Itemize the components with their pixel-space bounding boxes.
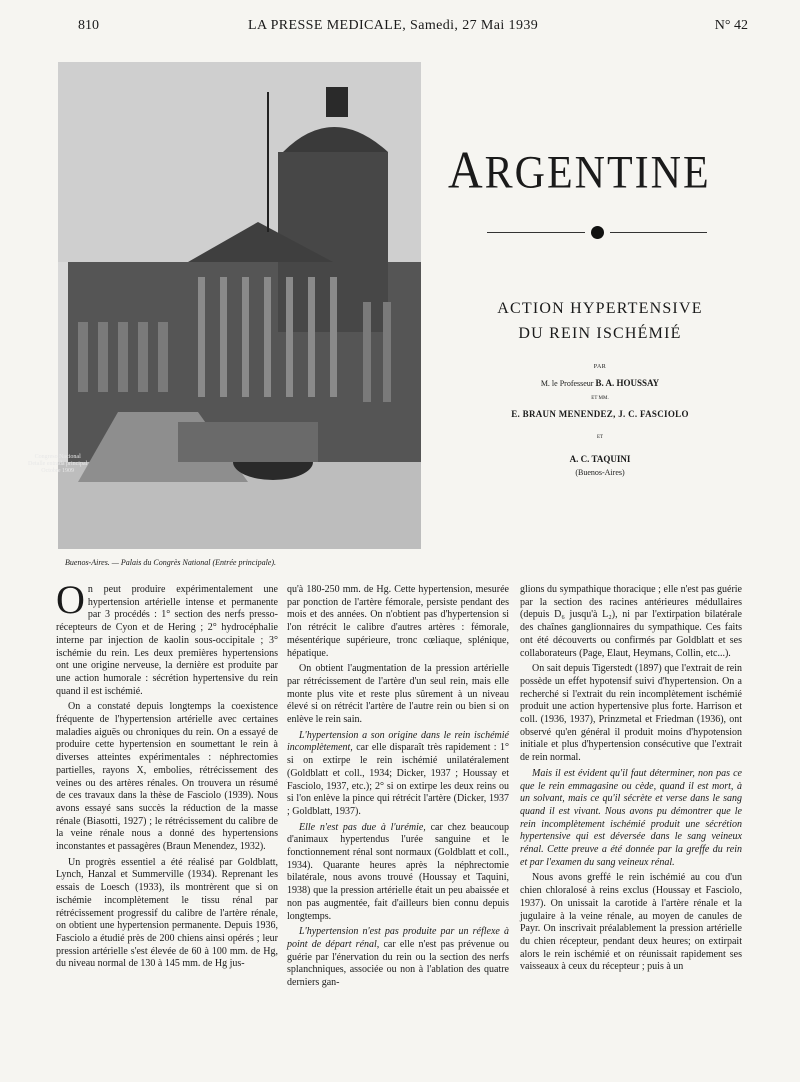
country-heading [448, 140, 748, 201]
author1-prefix: M. le Professeur [540, 379, 594, 388]
paragraph-text: car elle n'est pas prévenue ou guérie par l'énervation du rein ou la section des nerfs splanchniques, associée ou non à l'ablation des quatre derniers gan- [287, 938, 509, 989]
text-column-1 [56, 577, 278, 974]
text-column-3 [520, 584, 742, 977]
byline-et: ET [596, 435, 604, 440]
photo-stamp-text: Congreso Nacional Detalle entrada principal Octobre 1909 [28, 454, 88, 474]
text-column-2 [287, 584, 509, 993]
italic-lead: L'hypertension a son origine dans le rein ischémié incomplètement, [287, 729, 509, 754]
paragraph: Nous avons greffé le rein ischémié au cou d'un chien chloralosé à reins exclus (Houssay et Fasciolo, 1937). On unissait la carotide à l'artère rénale et la jugulaire à la veine rénale, au moyen de canules de Payr. On inscrivait préalablement la pression artérielle du chien récepteur, pendant deux heures; on extirpait alors le rein ischémié et on réunissait rapidement ses vaisseaux à ceux du récepteur ; puis à un [520, 872, 742, 973]
paragraph: Mais il est évident qu'il faut déterminer, non pas ce que le rein emmagasine ou cède, quand il est mort, à un solvant, mais ce qu'il sécrète et verse dans le sang quand il est vivant. Nous avons pu démontrer que le rein incomplètement ischémié produit une sécrétion hypertensive qui est déversée dans le sang veineux rénal. Cette preuve a été donnée par la greffe du rein et par l'examen du sang veineux rénal. [520, 767, 742, 868]
italic-lead: L'hypertension n'est pas produite par un réflexe à point de départ rénal, [287, 926, 509, 950]
byline-author1 [450, 378, 750, 388]
paragraph: On sait depuis Tigerstedt (1897) que l'extrait de rein possède un effet hypotensif suivi d'hypertension. On a recherché si l'extrait du rein incomplètement ischémié produit une action hypertensive plus forte. Harrison et coll. (1936, 1937), Prinzmetal et Friedman (1936), ont observé qu'en général il produit moins d'hypotension initiale et plus d'hypertension consécutive que l'extrait de rein normal. [520, 663, 742, 764]
paragraph-text: car elle disparaît très rapidement : 1° si on extirpe le rein ischémié unilatéralement (Goldblatt et coll., 1934; Dicker, 1937 ; Houssay et Fasciolo, 1937, etc.); 2° si on extirpe les deux reins ou si l'on enlève la pince qui rétrécit l'artère (Dicker, 1937 ; Goldblatt, 1937). [287, 742, 509, 817]
country-rest: RGENTINE [484, 147, 711, 199]
ornament-rule-right [610, 232, 707, 233]
italic-lead: Elle n'est pas due à l'urémie, [299, 821, 426, 833]
byline-authors2: E. BRAUN MENENDEZ, J. C. FASCIOLO [511, 409, 689, 419]
ornament-dot [591, 226, 604, 239]
photo-stamp [28, 454, 87, 475]
byline-author3: A. C. TAQUINI [569, 454, 631, 464]
paragraph [287, 822, 509, 924]
heading-ornament [487, 226, 707, 240]
paragraph: glions du sympathique thoracique ; elle n'est pas guérie par la section des racines antérieures médullaires (depuis D₆ jusqu'à L₂), ni par l'extirpation bilatérale des chaînes ganglionnaires du sympathique. Ces faits ont été découverts ou confirmés par Goldblatt et ses collaborateurs (Page, Elaut, Heymans, Collin, etc...). [520, 584, 742, 659]
photo-caption: Buenos-Aires. — Palais du Congrès National (Entrée principale). [65, 558, 277, 567]
paragraph-text: car chez beaucoup d'animaux hypertendus l'urée sanguine et le fonctionnement rénal sont normaux (Goldblatt et coll., 1934). Quarante heures après la néphrectomie bilatérale, nous avons trouvé (Houssay et Taquini, 1938) que la pression artérielle était un peu abaissée et non pas augmentée, fait d'ailleurs bien connu depuis longtemps. [287, 821, 509, 922]
congress-building-photo [58, 62, 421, 549]
page-number: 810 [78, 18, 99, 33]
byline-par: PAR [593, 364, 607, 370]
article-title-line1: ACTION HYPERTENSIVE [497, 300, 703, 317]
photo-illustration [58, 62, 421, 549]
drop-cap: O [56, 577, 85, 622]
byline-et-mm: ET MM. [591, 396, 609, 401]
paragraph: On a constaté depuis longtemps la coexistence fréquente de l'hypertension artérielle avec certaines maladies aiguës ou chroniques du rein. On a essayé de produire cette hypertension en soumettant le rein à diverses atteintes expérimentales : néphrectomies partielles, rayons X, embolies, rétrécissement des veines ou des artères rénales. On trouvera un résumé de ces travaux dans la thèse de Fasciolo (1939). Nous avons essayé sans succès la réduction de la masse rénale (Biasotti, 1927) ; le rétrécissement du calibre de la veine rénale nous a donné des hypertensions inconstantes et passagères (Braun Menendez, 1932). [56, 701, 278, 853]
country-initial: A [448, 141, 485, 200]
ornament-rule-left [487, 232, 585, 233]
issue-number: N° 42 [714, 18, 748, 33]
article-title-line2: DU REIN ISCHÉMIÉ [518, 325, 682, 342]
article-title [450, 296, 750, 346]
page-header [58, 18, 748, 42]
masthead: LA PRESSE MEDICALE, Samedi, 27 Mai 1939 [248, 18, 539, 33]
byline-place: (Buenos-Aires) [575, 468, 625, 477]
paragraph: qu'à 180-250 mm. de Hg. Cette hypertension, mesurée par ponction de l'artère fémorale, persiste pendant des mois et des années. On n'obtient pas d'hypertension si l'on rétrécit le calibre d'autres artères : fémorale, mésentérique supérieure, tronc cœliaque, splénique, hépatique. [287, 584, 509, 659]
paragraph-text: n peut produire expérimentalement une hypertension artérielle intense et permanente par 3 procédés : 1° section des nerfs presso-récepteurs de Cyon et de Hering ; 2° hydrocéphalie interne par injection de kaolin sous-occipitale ; 3° ischémie du rein. Les deux premières hypertensions ont une origine nerveuse, la dernière est produite par une action humorale : sécrétion hypertensive du rein quand il est ischémié. [56, 584, 278, 697]
paragraph [56, 577, 278, 698]
article-title-block [450, 296, 750, 477]
author1-name: B. A. HOUSSAY [595, 378, 660, 388]
paragraph: On obtient l'augmentation de la pression artérielle par rétrécissement de l'artère d'un seul rein, mais elle monte plus vite et reste plus sûrement à un niveau élevé si on rétrécit l'artère de l'autre rein ou bien si on enlève le rein sain. [287, 663, 509, 726]
paragraph [287, 730, 509, 819]
paragraph: Un progrès essentiel a été réalisé par Goldblatt, Lynch, Hanzal et Summerville (1934). Reprenant les essais de Loesch (1933), ils montrèrent que si on ischémie incomplètement le tissu rénal par rétrécissement progressif du calibre de l'artère rénale, on obtient une hypertension permanente. Depuis 1936, Fasciolo a étudié près de 200 chiens ainsi opérés ; leur pression artérielle s'est élevée de 60 à 100 mm. de Hg, du niveau normal de 130 à 145 mm. de Hg jus- [56, 856, 278, 970]
paragraph [287, 926, 509, 990]
